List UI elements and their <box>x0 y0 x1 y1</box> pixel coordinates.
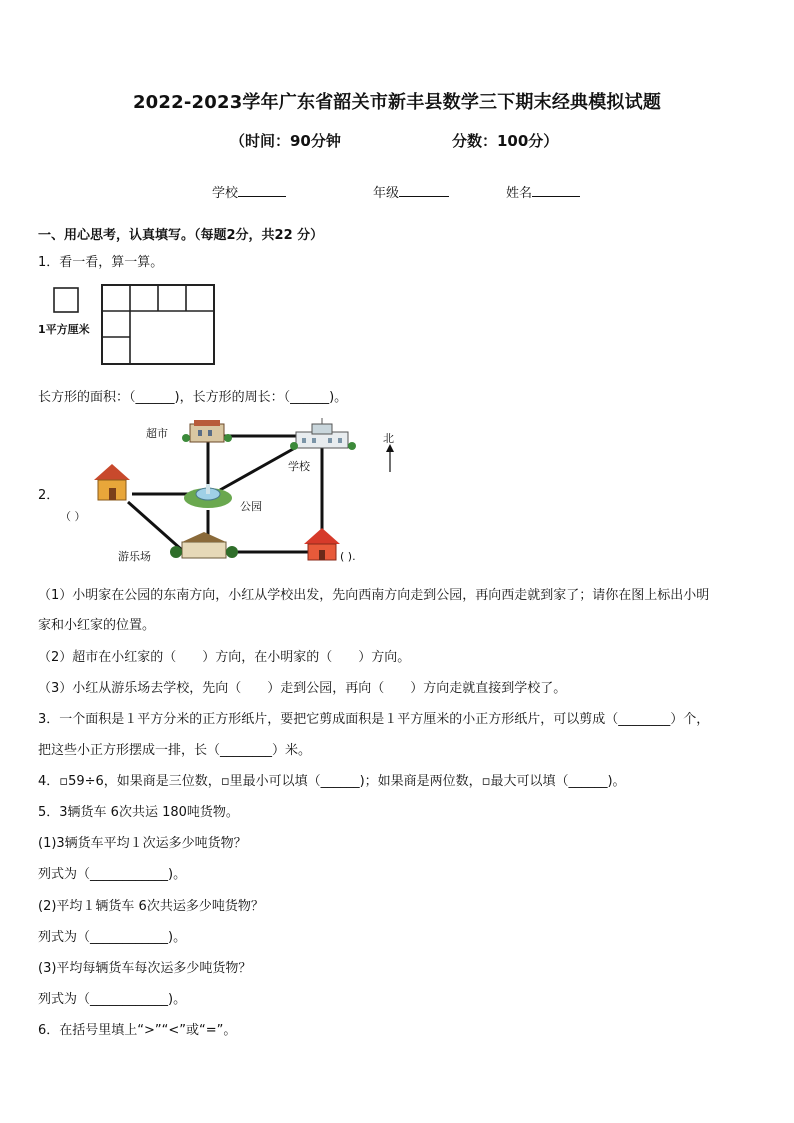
q2-part1-line2: 家和小红家的位置。 <box>38 618 156 633</box>
name-field[interactable] <box>506 182 580 201</box>
q1-answer-line[interactable]: 长方形的面积：（______)，长方形的周长：（______)。 <box>38 390 348 405</box>
grade-field[interactable] <box>373 182 449 201</box>
school-field[interactable] <box>212 182 286 201</box>
school-blank[interactable] <box>238 182 286 197</box>
q5-formula3[interactable]: 列式为（____________)。 <box>38 992 187 1007</box>
supermarket-icon <box>182 420 232 442</box>
house-icon <box>94 464 130 500</box>
school-icon <box>290 418 356 450</box>
q2-part3[interactable]: （3）小红从游乐场去学校，先向（ ）走到公园，再向（ ）方向走就直接到学校了。 <box>38 681 567 696</box>
map-label-north: 北 <box>383 432 394 445</box>
unit-caption: 1平方厘米 <box>38 323 90 336</box>
school-label: 学校 <box>212 186 239 201</box>
map-label-park: 公园 <box>240 500 262 513</box>
section-heading: 一、用心思考，认真填写。（每题2分，共22 分） <box>38 228 324 243</box>
q5-formula2[interactable]: 列式为（____________)。 <box>38 930 187 945</box>
q5-sub2: (2)平均１辆货车 6次共运多少吨货物？ <box>38 899 264 914</box>
q3-line1[interactable]: 3．一个面积是１平方分米的正方形纸片，要把它剪成面积是１平方厘米的小正方形纸片，可以剪成（________）个， <box>38 712 710 727</box>
exam-score: 分数：100分） <box>452 132 559 150</box>
q1-label: 1．看一看，算一算。 <box>38 255 164 270</box>
page-title: 2022-2023学年广东省韶关市新丰县数学三下期末经典模拟试题 <box>132 92 662 113</box>
unit-square <box>54 288 78 312</box>
map-blank-left[interactable]: （ ） <box>60 510 86 523</box>
q4-line[interactable]: 4．▫59÷6，如果商是三位数，▫里最小可以填（______)；如果商是两位数，▫最大可以填（______)。 <box>38 774 626 789</box>
map-label-school: 学校 <box>288 460 310 473</box>
playground-icon <box>170 532 238 558</box>
q5-line: 5．3辆货车 6次共运 180吨货物。 <box>38 805 239 820</box>
q2-part2[interactable]: （2）超市在小红家的（ ）方向，在小明家的（ ）方向。 <box>38 650 411 665</box>
q5-sub3: (3)平均每辆货车每次运多少吨货物？ <box>38 961 252 976</box>
name-blank[interactable] <box>532 182 580 197</box>
name-label: 姓名 <box>506 186 533 201</box>
q2-part1-line1: （1）小明家在公园的东南方向，小红从学校出发，先向西南方向走到公园，再向西走就到家了；请你在图上标出小明 <box>38 588 710 603</box>
map-label-supermarket: 超市 <box>146 427 168 440</box>
map-blank-right[interactable]: ( ). <box>340 550 356 563</box>
q6-line: 6．在括号里填上“>”“<”或“=”。 <box>38 1023 237 1038</box>
q5-sub1: (1)3辆货车平均１次运多少吨货物？ <box>38 836 247 851</box>
grade-label: 年级 <box>373 186 400 201</box>
q2-map <box>90 418 420 568</box>
q2-number: 2． <box>38 488 60 503</box>
map-label-playground: 游乐场 <box>118 550 151 563</box>
q5-formula1[interactable]: 列式为（____________)。 <box>38 867 187 882</box>
q3-line2[interactable]: 把这些小正方形摆成一排，长（________）米。 <box>38 743 312 758</box>
exam-time: （时间：90分钟 <box>230 132 341 150</box>
grade-blank[interactable] <box>399 182 449 197</box>
house-icon-2 <box>304 528 340 560</box>
